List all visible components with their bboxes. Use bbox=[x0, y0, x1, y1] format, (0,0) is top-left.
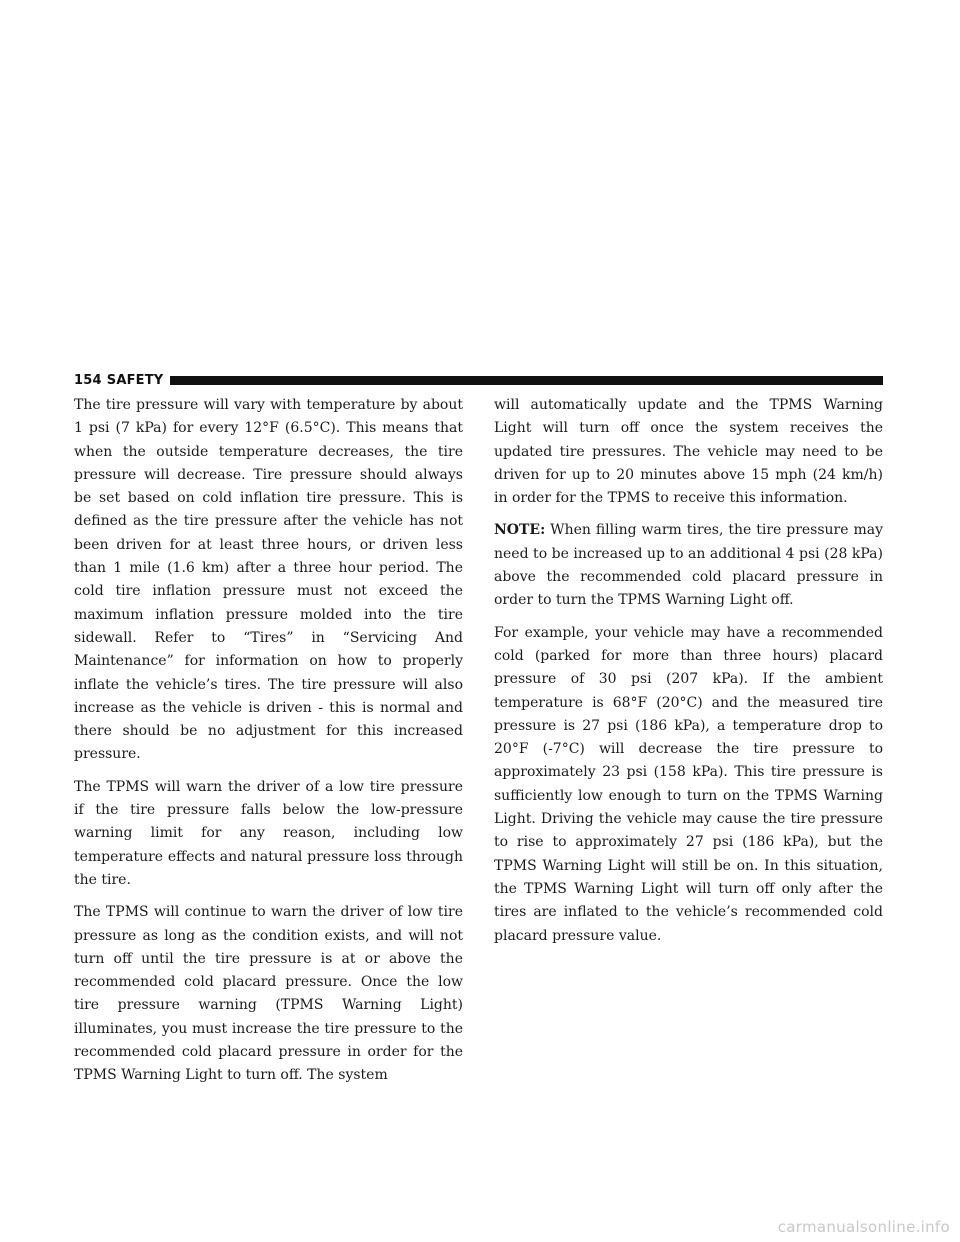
note-text: When filling warm tires, the tire pressure may need to be increased up to an additional 4 psi (28 kPa) above the recommended cold placard pressure in order to turn the TPMS Warning Light off. bbox=[494, 522, 883, 609]
paragraph-temperature: The tire pressure will vary with temperature by about 1 psi (7 kPa) for every 12°F (6.5°C). This means that when the outside temperature decreases, the tire pressure will decrease. Tire pressure should always be set based on cold inflation tire pressure. This is defined as the tire pressure after the vehicle has not been driven for at least three hours, or driven less than 1 mile (1.6 km) after a three hour period. The cold tire inflation pressure must not exceed the maximum inflation pressure molded into the tire sidewall. Refer to “Tires” in “Servicing And Maintenance” for information on how to properly inflate the vehicle’s tires. The tire pressure will also increase as the vehicle is driven - this is normal and there should be no adjustment for this increased pressure. bbox=[74, 397, 463, 763]
note-paragraph bbox=[494, 519, 883, 612]
page-header bbox=[74, 372, 883, 388]
section-title: SAFETY bbox=[106, 372, 164, 388]
header-rule bbox=[170, 376, 883, 385]
paragraph-example: For example, your vehicle may have a recommended cold (parked for more than three hours) placard pressure of 30 psi (207 kPa). If the ambient temperature is 68°F (20°C) and the measured tire pressure is 27 psi (186 kPa), a temperature drop to 20°F (-7°C) will decrease the tire pressure to approximately 23 psi (158 kPa). This tire pressure is sufficiently low enough to turn on the TPMS Warning Light. Driving the vehicle may cause the tire pressure to rise to approximately 27 psi (186 kPa), but the TPMS Warning Light will still be on. In this situation, the TPMS Warning Light will turn off only after the tires are inflated to the vehicle’s recommended cold placard pressure value. bbox=[494, 624, 883, 944]
left-column bbox=[74, 394, 463, 1097]
watermark: carmanualsonline.info bbox=[777, 1218, 950, 1236]
paragraph-continue-warning: The TPMS will continue to warn the driver of low tire pressure as long as the condition exists, and will not turn off until the tire pressure is at or above the recommended cold placard pressure. Once the low tire pressure warning (TPMS Warning Light) illuminates, you must increase the tire pressure to the recommended cold placard pressure in order for the TPMS Warning Light to turn off. The system bbox=[74, 904, 463, 1084]
note-label: NOTE: bbox=[494, 522, 546, 539]
paragraph-low-pressure-warning: The TPMS will warn the driver of a low tire pressure if the tire pressure falls below the low-pressure warning limit for any reason, including low temperature effects and natural pressure loss through the tire. bbox=[74, 778, 463, 888]
paragraph-auto-update: will automatically update and the TPMS Warning Light will turn off once the system receives the updated tire pressures. The vehicle may need to be driven for up to 20 minutes above 15 mph (24 km/h) in order for the TPMS to receive this information. bbox=[494, 397, 883, 507]
right-column bbox=[494, 394, 883, 957]
page-number: 154 bbox=[74, 372, 102, 388]
